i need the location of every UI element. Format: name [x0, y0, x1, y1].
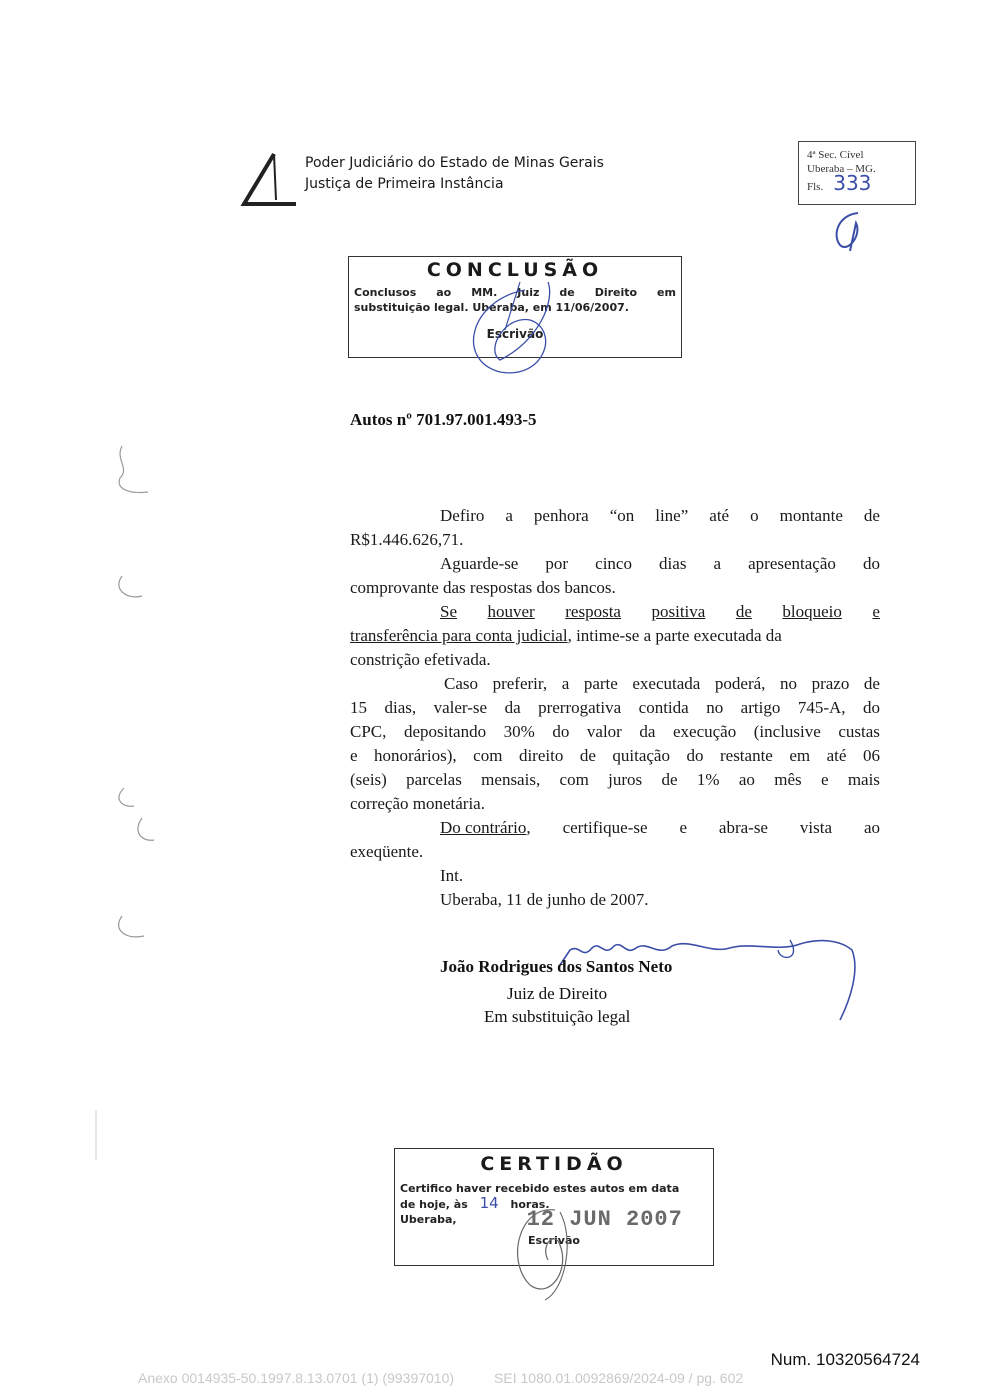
certidao-hour: 14	[479, 1194, 499, 1212]
footer-watermark	[138, 1370, 743, 1386]
body-line: transferência para conta judicial, intime-se a parte executada da	[350, 626, 782, 645]
footer-sei: SEI 1080.01.0092869/2024-09 / pg. 602	[494, 1370, 744, 1386]
conclusao-line1: Conclusos ao MM. Juiz de Direito em	[354, 286, 676, 299]
stamp-fls-label: Fls.	[807, 181, 824, 193]
conclusao-box	[348, 256, 682, 358]
body-line: comprovante das respostas dos bancos.	[350, 578, 616, 597]
certidao-line2: de hoje, às 14 horas.	[400, 1194, 550, 1212]
body-line: Defiro a penhora “on line” até o montante de	[440, 506, 880, 525]
body-line: Caso preferir, a parte executada poderá, no prazo de	[444, 674, 880, 693]
body-int: Int.	[440, 866, 464, 885]
body-date: Uberaba, 11 de junho de 2007.	[440, 890, 649, 909]
court-logo-icon	[240, 152, 300, 210]
body-line: R$1.446.626,71.	[350, 530, 464, 549]
stamp-fls-number: 333	[833, 171, 872, 195]
body-line: Se houver resposta positiva de bloqueio e	[440, 602, 880, 621]
body-line: CPC, depositando 30% do valor da execução (inclusive custas	[350, 722, 880, 741]
footer-anexo: Anexo 0014935-50.1997.8.13.0701 (1) (99397010)	[138, 1370, 455, 1386]
judge-substitution: Em substituição legal	[484, 1007, 631, 1026]
body-line: exeqüente.	[350, 842, 424, 861]
institution-name: Poder Judiciário do Estado de Minas Gerais	[305, 155, 604, 171]
stamp-section: 4ª Sec. Cível	[807, 149, 864, 161]
certidao-line1: Certifico haver recebido estes autos em data	[400, 1182, 680, 1195]
judge-role: Juiz de Direito	[507, 984, 608, 1003]
stamp-city: Uberaba – MG.	[807, 163, 876, 175]
conclusao-title: CONCLUSÃO	[426, 259, 604, 281]
body-line: correção monetária.	[350, 794, 485, 813]
body-line: Aguarde-se por cinco dias a apresentação do	[440, 554, 880, 573]
document-number: Num. 10320564724	[770, 1350, 920, 1369]
institution-instance: Justiça de Primeira Instância	[305, 176, 504, 192]
certidao-date-stamp: 12 JUN 2007	[526, 1207, 683, 1232]
decision-body	[350, 504, 880, 912]
body-line: e honorários), com direito de quitação do restante em até 06	[350, 746, 880, 765]
body-line: Do contrário, certifique-se e abra-se vista ao	[440, 818, 880, 837]
judge-name: João Rodrigues dos Santos Neto	[440, 957, 673, 976]
certidao-signer: Escrivão	[528, 1234, 580, 1247]
certidao-line3: Uberaba, 12 JUN 2007	[400, 1207, 683, 1232]
page-stamp	[798, 141, 916, 205]
conclusao-signer: Escrivão	[486, 327, 544, 341]
body-line: (seis) parcelas mensais, com juros de 1% ao mês e mais	[350, 770, 880, 789]
body-line: 15 dias, valer-se da prerrogativa contida no artigo 745-A, do	[350, 698, 880, 717]
certidao-box	[394, 1148, 714, 1266]
body-line: constrição efetivada.	[350, 650, 491, 669]
rubric-signature-icon	[828, 205, 878, 255]
case-number: Autos nº 701.97.001.493-5	[350, 410, 537, 429]
conclusao-line2: substituição legal. Uberaba, em 11/06/2007.	[354, 301, 629, 314]
certidao-title: CERTIDÃO	[480, 1153, 628, 1175]
